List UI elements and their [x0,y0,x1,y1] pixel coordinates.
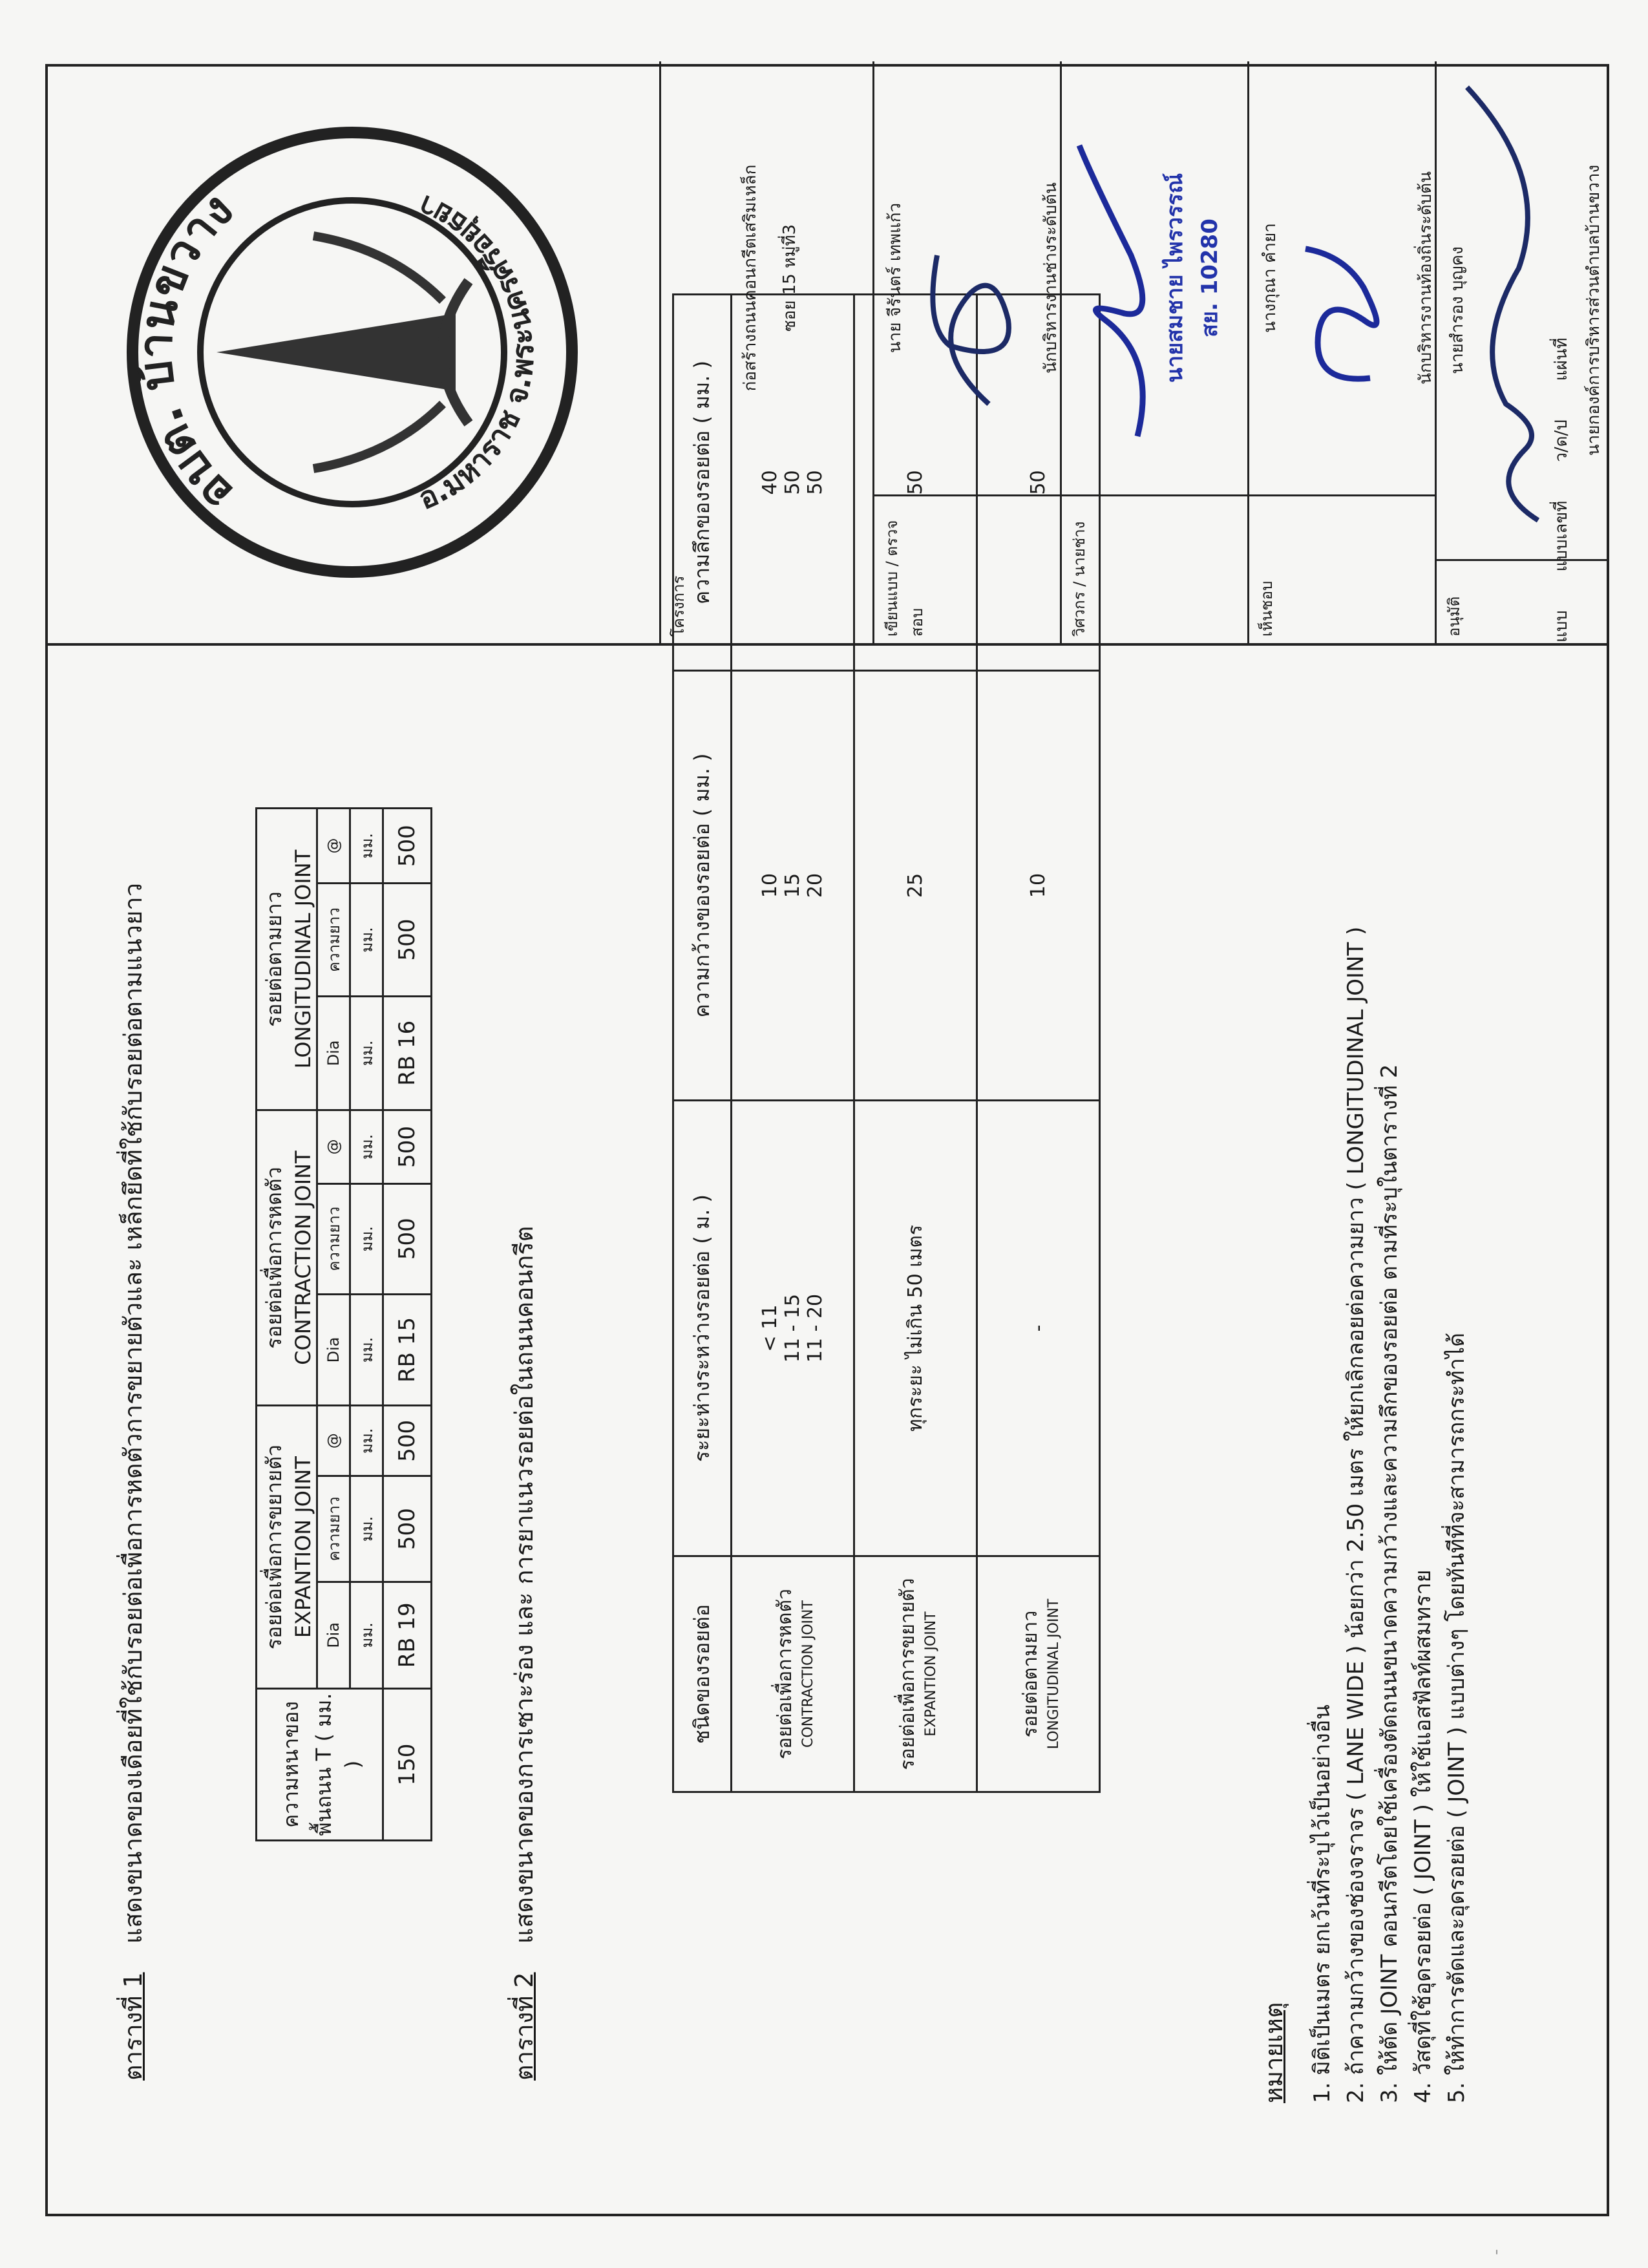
t1-sub-spacing: @ [317,1110,350,1183]
t1-cell: 500 [383,1110,432,1183]
t2-spacing-cell: < 11 11 - 15 11 - 20 [732,1101,854,1556]
t2-depth-cell: 50 [854,295,977,671]
t1-unit: มม. [350,1582,383,1688]
t1-unit: มม. [350,1476,383,1582]
date-label: ว/ด/ป [1552,419,1571,462]
t2-header-depth: ความลึกของรอยต่อ ( มม. ) [673,295,732,671]
t2-type-cell: รอยต่อเพื่อการหดตัว CONTRACTION JOINT [732,1556,854,1792]
svg-text:อ.มหาราช จ.พระนครศรีอยุธยา: อ.มหาราช จ.พระนครศรีอยุธยา [413,188,541,516]
t1-sub-dia: Dia [317,1294,350,1406]
note-item: 5. ให้ทำการตัดและอุดรอยต่อ ( JOINT ) แบบต่างๆ โดยทันทีที่จะสามารถกระทำได้ [1444,1332,1470,2103]
sheet-meta [1548,337,1574,642]
approve-title: นายกองค์การบริหารส่วนตำบลบ้านขวาง [1584,164,1603,456]
designer-title: นักบริหารงานช่างระดับต้น [1041,182,1061,374]
t1-group-contraction: รอยต่อเพื่อการหดตัว CONTRACTION JOINT [257,1110,317,1405]
t2-type-cell: รอยต่อตามยาว LONGITUDINAL JOINT [977,1556,1100,1792]
t1-group-expansion: รอยต่อเพื่อการขยายตัว EXPANTION JOINT [257,1406,317,1689]
table1-label: ตารางที่ 1 [119,1972,147,2081]
sheet-no-label: แบบเลขที่ [1552,500,1571,572]
t2-type-cell: รอยต่อเพื่อการขยายตัว EXPANTION JOINT [854,1556,977,1792]
table1-title-text: แสดงขนาดของเดือยที่ใช้กับรอยต่อเพื่อการหดตัวการขยายตัวและ เหล็กยึดที่ใช้กับรอยต่อตามแนวยาว [119,882,147,1944]
t1-unit: มม. [350,1294,383,1406]
project-location: ซอย 15 หมู่ที่3 [780,224,799,332]
t1-sub-dia: Dia [317,1582,350,1688]
margin-mark: - [1486,2249,1506,2255]
approver-name: นางกุณา คำยา [1260,223,1280,333]
note-item: 1. มิติเป็นเมตร ยกเว้นที่ระบุไว้เป็นอย่างอื่น [1309,1704,1335,2103]
note-item: 2. ถ้าความกว้างของช่องจราจร ( LANE WIDE ) น้อยกว่า 2.50 เมตร ให้ยกเลิกลอยต่อความยาว ( LONGITUDINAL JOINT ) [1343,926,1369,2103]
project-label: โครงการ [670,575,688,637]
t1-cell: RB 16 [383,996,432,1110]
engineer-stamp-no: สย. 10280 [1197,218,1223,337]
table2-label: ตารางที่ 2 [510,1972,538,2081]
t1-unit: มม. [350,809,383,884]
t2-width-cell: 10 [977,671,1100,1101]
table2-title-text: แสดงขนาดของการเซาะร่อง และ การยาแนวรอยต่อในถนนคอนกรีต [510,1225,538,1944]
t1-cell: 500 [383,884,432,996]
t1-cell: 500 [383,1476,432,1582]
t1-thickness-header: ความหนาของพื้นถนน T ( มม. ) [257,1689,383,1841]
approver-title: นักบริหารงานท้องถิ่นระดับต้น [1416,171,1435,385]
t1-cell: RB 19 [383,1582,432,1688]
notes-title: หมายเหตุ [1260,2002,1288,2103]
t1-unit: มม. [350,1406,383,1476]
designer-name: นาย จีรันตร์ เทพแก้ว [885,202,905,354]
svg-text:อบต. บ้านขวาง: อบต. บ้านขวาง [127,182,244,523]
t1-cell: 500 [383,1406,432,1476]
approver-label: เห็นชอบ [1247,494,1435,643]
note-item: 3. ให้ตัด JOINT คอนกรีตโดยใช้เครื่องตัดถนนขนาดความกว้างและความลึกของรอยต่อ ตามที่ระบุในตารางที่ 2 [1377,1064,1402,2103]
t1-sub-length: ความยาว [317,884,350,996]
t1-cell: 500 [383,809,432,884]
t1-sub-dia: Dia [317,996,350,1110]
t1-unit: มม. [350,1183,383,1294]
t1-unit: มม. [350,884,383,996]
engineer-label: วิศวกร / นายช่าง [1060,494,1247,643]
designer-label: เขียนแบบ / ตรวจสอบ [872,494,1060,643]
drawing-label: แบบ [1552,610,1571,642]
t1-sub-length: ความยาว [317,1183,350,1294]
t2-spacing-cell: - [977,1101,1100,1556]
t2-width-cell: 10 15 20 [732,671,854,1101]
project-name: ก่อสร้างถนนคอนกรีตเสริมเหล็ก [741,164,760,392]
t2-spacing-cell: ทุกระยะ ไม่เกิน 50 เมตร [854,1101,977,1556]
t1-unit: มม. [350,996,383,1110]
t2-header-type: ชนิดของรอยต่อ [673,1556,732,1792]
t1-sub-length: ความยาว [317,1476,350,1582]
note-item: 4. วัสดุที่ใช้อุดรอยต่อ ( JOINT ) ให้ใช้แอสฟัลท์ผสมทราย [1410,1569,1436,2103]
t2-header-spacing: ระยะห่างระหว่างรอยต่อ ( ม. ) [673,1101,732,1556]
t1-cell: RB 15 [383,1294,432,1406]
t1-cell: 500 [383,1183,432,1294]
t1-sub-spacing: @ [317,809,350,884]
t2-header-width: ความกว้างของรอยต่อ ( มม. ) [673,671,732,1101]
t1-cell: 150 [383,1689,432,1841]
page-label: แผ่นที่ [1552,337,1571,381]
t1-unit: มม. [350,1110,383,1183]
t2-depth-cell: 40 50 50 [732,295,854,671]
approve-label: อนุมัติ [1435,559,1609,643]
approve-name: นายสำรอง บุญคง [1448,246,1467,374]
t2-depth-cell: 50 [977,295,1100,671]
t2-width-cell: 25 [854,671,977,1101]
t1-group-longitudinal: รอยต่อตามยาว LONGITUDINAL JOINT [257,809,317,1110]
t1-sub-spacing: @ [317,1406,350,1476]
engineer-stamp-name: นายสมชาย ไพรวรรณ์ [1162,173,1188,383]
